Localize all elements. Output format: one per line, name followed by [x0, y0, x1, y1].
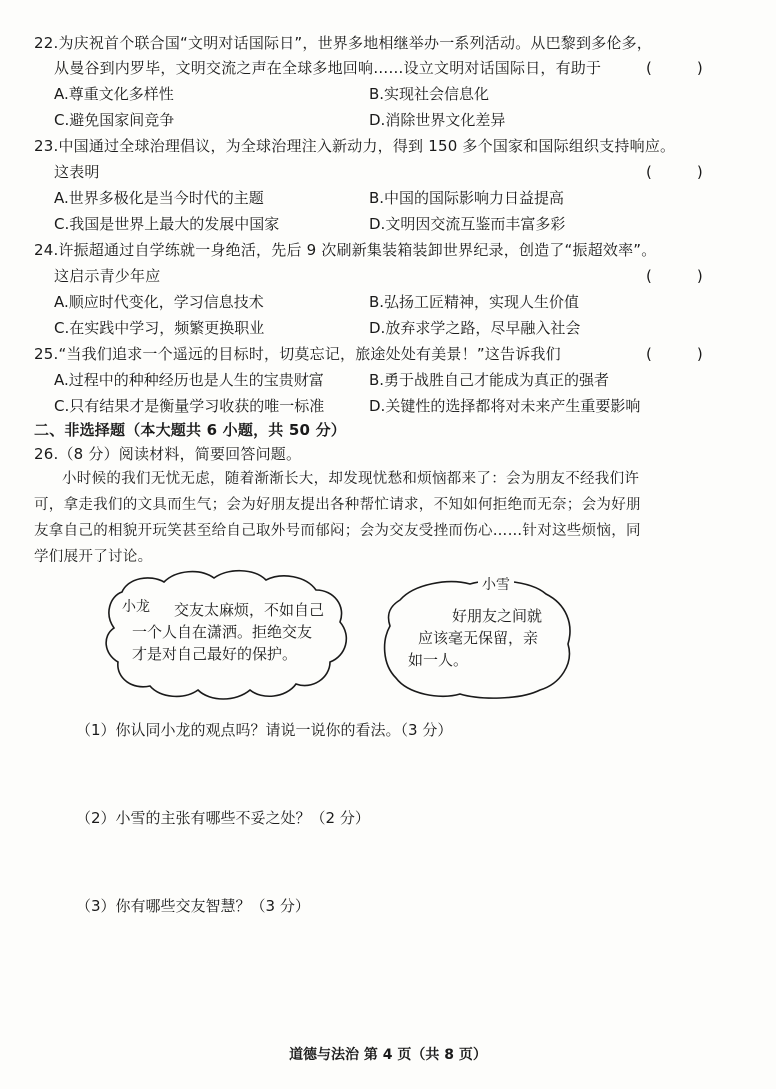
q26-material-line4: 学们展开了讨论。	[34, 549, 153, 565]
xiaoxue-line2: 应该毫无保留，亲	[418, 629, 539, 647]
q23-option-a: A.世界多极化是当今时代的主题	[54, 189, 264, 207]
q26-sub1: （1）你认同小龙的观点吗？请说一说你的看法。（3 分）	[76, 721, 453, 739]
q25-stem-line1: 25.“当我们追求一个遥远的目标时，切莫忘记，旅途处处有美景！”这告诉我们	[34, 345, 561, 363]
speaker-xiaoxue: 小雪	[478, 576, 514, 594]
q26-material-line2: 可，拿走我们的文具而生气；会为好朋友提出各种帮忙请求，不知如何拒绝而无奈；会为好朋	[34, 497, 641, 513]
q26-material-line3: 友拿自己的相貌开玩笑甚至给自己取外号而郁闷；会为交友受挫而伤心……针对这些烦恼，同	[34, 523, 641, 539]
q23-answer-paren: ( )	[646, 163, 703, 181]
q25-answer-paren: ( )	[646, 345, 703, 363]
xiaolong-line2: 一个人自在潇洒。拒绝交友	[132, 623, 313, 641]
q24-option-c: C.在实践中学习，频繁更换职业	[54, 319, 265, 337]
q26-sub3: （3）你有哪些交友智慧？（3 分）	[76, 897, 310, 915]
q25-option-d: D.关键性的选择都将对未来产生重要影响	[369, 397, 641, 415]
q23-option-d: D.文明因交流互鉴而丰富多彩	[369, 215, 566, 233]
xiaoxue-line3: 如一人。	[408, 651, 469, 669]
q23-stem-line2: 这表明	[54, 163, 100, 181]
q22-stem-line2: 从曼谷到内罗毕，文明交流之声在全球多地回响……设立文明对话国际日，有助于	[54, 59, 602, 77]
xiaolong-line1: 交友太麻烦，不如自己	[174, 601, 325, 619]
q25-option-b: B.勇于战胜自己才能成为真正的强者	[369, 371, 610, 389]
q24-option-b: B.弘扬工匠精神，实现人生价值	[369, 293, 580, 311]
page-footer: 道德与法治 第 4 页（共 8 页）	[289, 1047, 487, 1063]
q26-material-line1: 小时候的我们无忧无虑，随着渐渐长大，却发现忧愁和烦恼都来了：会为朋友不经我们许	[62, 471, 640, 487]
q24-stem-line1: 24.许振超通过自学练就一身绝活，先后 9 次刷新集装箱装卸世界纪录，创造了“振超效率”。	[34, 241, 657, 259]
q22-option-a: A.尊重文化多样性	[54, 85, 174, 103]
q22-stem-line1: 22.为庆祝首个联合国“文明对话国际日”，世界多地相继举办一系列活动。从巴黎到多伦多，	[34, 34, 653, 52]
q22-answer-paren: ( )	[646, 59, 703, 77]
q23-option-b: B.中国的国际影响力日益提高	[369, 189, 565, 207]
q24-option-a: A.顺应时代变化，学习信息技术	[54, 293, 264, 311]
q23-stem-line1: 23.中国通过全球治理倡议，为全球治理注入新动力，得到 150 多个国家和国际组织支持响应。	[34, 137, 676, 155]
q22-option-b: B.实现社会信息化	[369, 85, 490, 103]
q25-option-c: C.只有结果才是衡量学习收获的唯一标准	[54, 397, 325, 415]
section2-heading: 二、非选择题（本大题共 6 小题，共 50 分）	[34, 421, 347, 439]
speaker-xiaolong: 小龙	[118, 598, 154, 616]
q26-stem: 26.（8 分）阅读材料，简要回答问题。	[34, 445, 302, 463]
q24-stem-line2: 这启示青少年应	[54, 267, 161, 285]
q22-option-c: C.避免国家间竞争	[54, 111, 175, 129]
q25-option-a: A.过程中的种种经历也是人生的宝贵财富	[54, 371, 324, 389]
q24-option-d: D.放弃求学之路，尽早融入社会	[369, 319, 581, 337]
q26-sub2: （2）小雪的主张有哪些不妥之处？（2 分）	[76, 809, 370, 827]
q23-option-c: C.我国是世界上最大的发展中国家	[54, 215, 280, 233]
q24-answer-paren: ( )	[646, 267, 703, 285]
q22-option-d: D.消除世界文化差异	[369, 111, 506, 129]
xiaolong-line3: 才是对自己最好的保护。	[132, 645, 298, 663]
xiaoxue-line1: 好朋友之间就	[452, 607, 543, 625]
